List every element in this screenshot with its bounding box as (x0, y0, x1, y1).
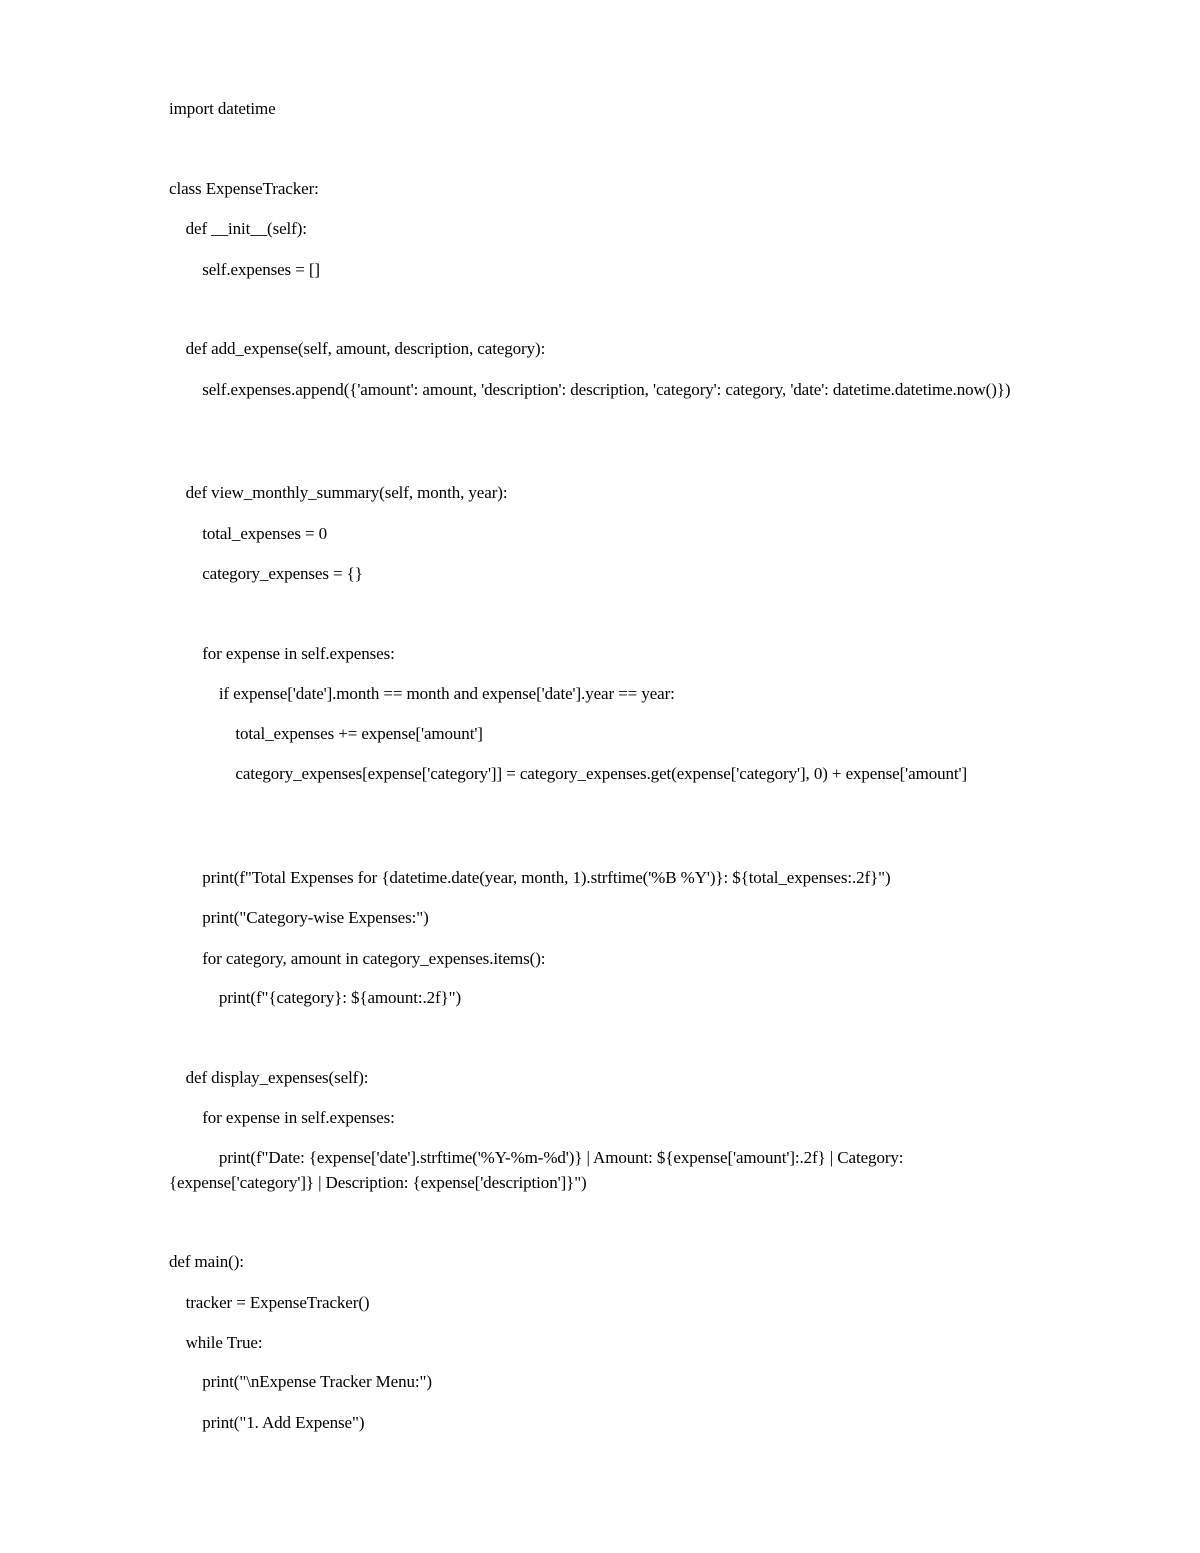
code-line: self.expenses.append({'amount': amount, 'description': description, 'category': category, 'date': datetime.datetime.now()}) (169, 380, 1011, 399)
code-line: tracker = ExpenseTracker() (169, 1293, 370, 1312)
code-line: self.expenses = [] (169, 260, 320, 279)
code-line: def main(): (169, 1252, 244, 1271)
code-line: total_expenses += expense['amount'] (169, 724, 483, 743)
code-line: import datetime (169, 99, 276, 118)
code-line: while True: (169, 1333, 263, 1352)
code-line: def add_expense(self, amount, description, category): (169, 339, 546, 358)
code-line: for expense in self.expenses: (169, 644, 395, 663)
code-line: category_expenses = {} (169, 564, 363, 583)
code-line: class ExpenseTracker: (169, 179, 319, 198)
code-line: def view_monthly_summary(self, month, year): (169, 483, 508, 502)
code-line: if expense['date'].month == month and expense['date'].year == year: (169, 684, 675, 703)
code-line: print(f"Date: {expense['date'].strftime('%Y-%m-%d')} | Amount: ${expense['amount']:.2f} | Category: {expense['category']} | Description: {expense['description']}") (169, 1148, 908, 1192)
code-line: print("1. Add Expense") (169, 1413, 365, 1432)
code-line: print(f"Total Expenses for {datetime.date(year, month, 1).strftime('%B %Y')}: ${total_expenses:.2f}") (169, 868, 891, 887)
code-line: print("Category-wise Expenses:") (169, 908, 429, 927)
code-line: for expense in self.expenses: (169, 1108, 395, 1127)
code-line: def __init__(self): (169, 219, 307, 238)
code-line: for category, amount in category_expenses.items(): (169, 949, 546, 968)
code-line: def display_expenses(self): (169, 1068, 369, 1087)
code-line: category_expenses[expense['category']] = category_expenses.get(expense['category'], 0) + expense['amount'] (169, 764, 968, 783)
code-line: total_expenses = 0 (169, 524, 328, 543)
code-line: print(f"{category}: ${amount:.2f}") (169, 988, 462, 1007)
code-line: print("\nExpense Tracker Menu:") (169, 1372, 432, 1391)
